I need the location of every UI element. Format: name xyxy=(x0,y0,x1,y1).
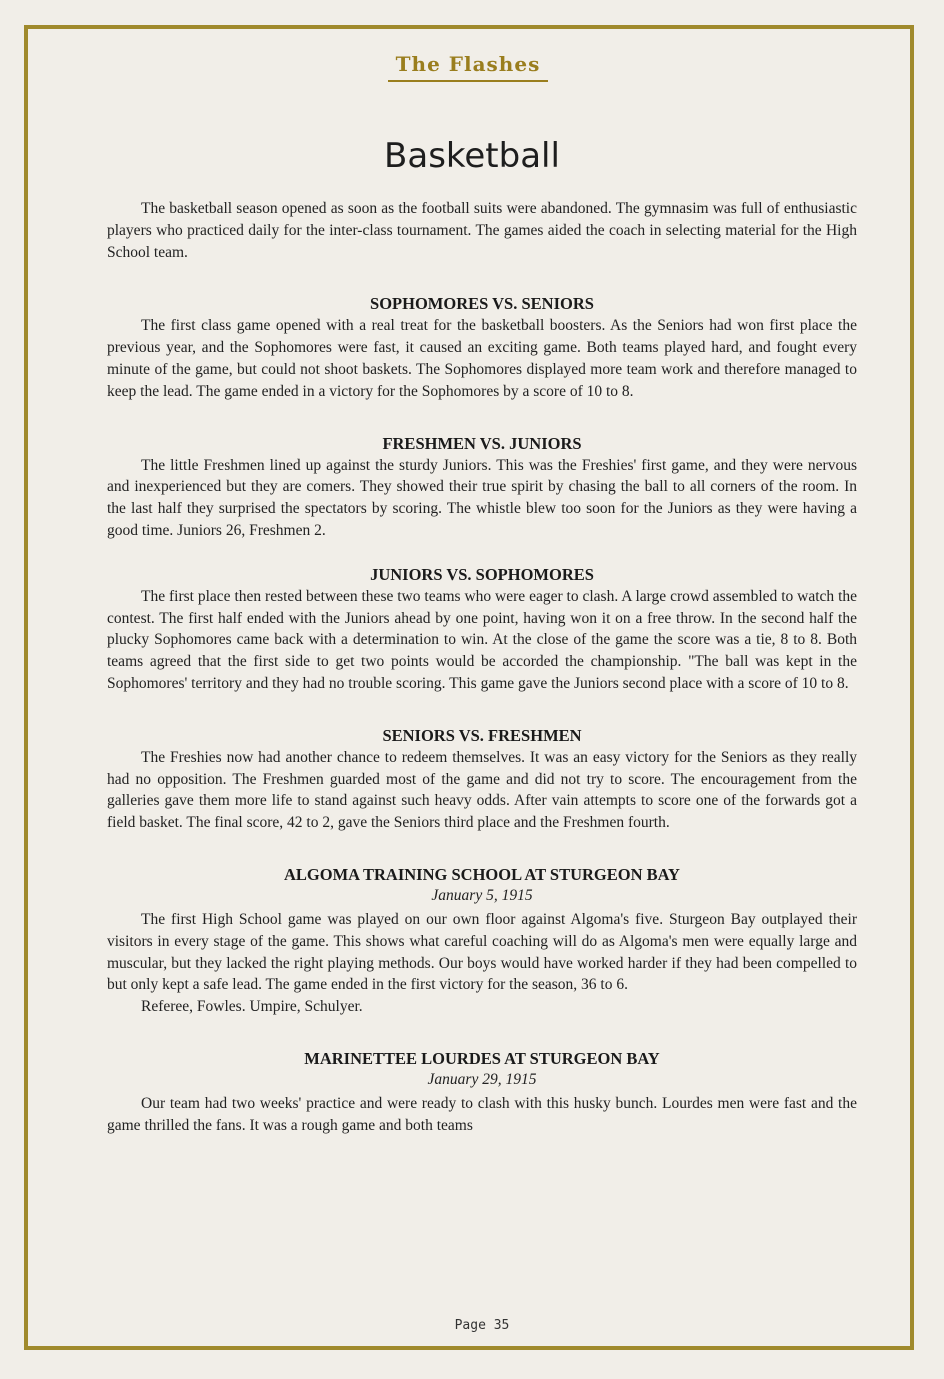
section-paragraph: The little Freshmen lined up against the sturdy Juniors. This was the Freshies' first game, and they were nervous and inexperienced but they are comers. They showed their true spirit by chasing the ball to all corners of the room. In the last half they surprised the spectators by scoring. The whistle blew too soon for the Juniors as they were having a good time. Juniors 26, Freshmen 2. xyxy=(107,456,857,539)
intro-paragraph: The basketball season opened as soon as the football suits were abandoned. The gymnasim was full of enthusiastic players who practiced daily for the inter-class tournament. The games aided the coach in selecting material for the High School team. xyxy=(107,200,857,261)
section-paragraph: The first place then rested between these two teams who were eager to clash. A large crowd assembled to watch the contest. The first half ended with the Juniors ahead by one point, having won it on a free throw. In the second half the plucky Sophomores came back with a determination to win. At the close of the game the score was a tie, 8 to 8. Both teams agreed that the first side to get two points would be accorded the championship. "The ball was kept in the Sophomores' territory and they had no trouble scoring. This game gave the Juniors second place with a score of 10 to 8. xyxy=(107,587,857,692)
section-heading: SENIORS VS. FRESHMEN xyxy=(382,725,582,745)
section-heading: JUNIORS VS. SOPHOMORES xyxy=(370,564,594,584)
officials-line: Referee, Fowles. Umpire, Schulyer. xyxy=(141,998,363,1016)
section-heading: ALGOMA TRAINING SCHOOL AT STURGEON BAY xyxy=(284,864,680,884)
section-paragraph: The first High School game was played on our own floor against Algoma's five. Sturgeon Bay outplayed their visitors in every stage of the game. This shows what careful coaching will do as Algoma's men were equally large and muscular, but they lacked the right playing methods. Our boys would have worked harder if they had been compelled to but only kept a safe lead. The game ended in the first victory for the season, 36 to 6. xyxy=(107,910,857,994)
section-date: January 5, 1915 xyxy=(431,886,533,904)
section-paragraph: Our team had two weeks' practice and were ready to clash with this husky bunch. Lourdes men were fast and the game thrilled the fans. It was a rough game and both teams xyxy=(107,1094,857,1134)
page-title: Basketball xyxy=(384,136,560,176)
running-head: The Flashes xyxy=(388,52,548,82)
section-heading: MARINETTEE LOURDES AT STURGEON BAY xyxy=(304,1048,660,1068)
section-heading: SOPHOMORES VS. SENIORS xyxy=(370,294,594,314)
article-body xyxy=(107,198,857,1137)
page-number: Page 35 xyxy=(454,1318,510,1333)
section-date: January 29, 1915 xyxy=(427,1070,537,1088)
section-paragraph: The Freshies now had another chance to redeem themselves. It was an easy victory for the Seniors as they really had no opposition. The Freshmen guarded most of the game and did not try to score. The encouragement from the galleries gave them more life to stand against such heavy odds. After vain attempts to score one of the forwards got a field basket. The final score, 42 to 2, gave the Seniors third place and the Freshmen fourth. xyxy=(107,748,857,832)
section-paragraph: The first class game opened with a real treat for the basketball boosters. As the Seniors had won first place the previous year, and the Sophomores were fast, it caused an exciting game. Both teams played hard, and fought every minute of the game, but could not shoot baskets. The Sophomores displayed more team work and therefore managed to keep the lead. The game ended in a victory for the Sophomores by a score of 10 to 8. xyxy=(107,317,857,400)
section-heading: FRESHMEN VS. JUNIORS xyxy=(382,433,582,453)
